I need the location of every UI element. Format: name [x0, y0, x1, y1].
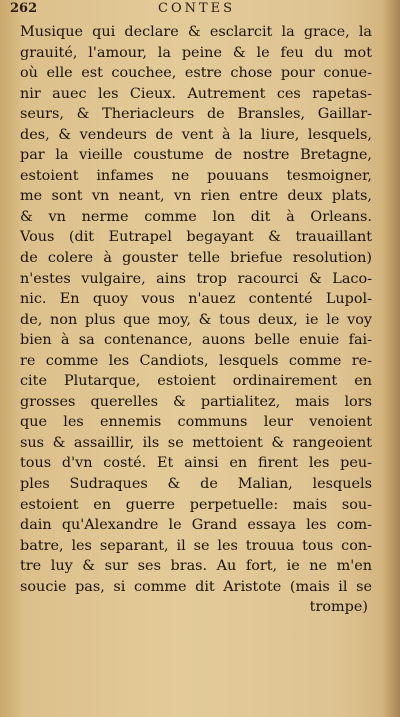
text-line: cite Plutarque, estoient ordinairement en	[20, 373, 372, 390]
text-line: des, & vendeurs de vent à la liure, lesquels,	[20, 126, 372, 143]
text-line: & vn nerme comme lon dit à Orleans.	[20, 208, 372, 225]
body-text	[20, 22, 372, 618]
text-line: dain qu'Alexandre le Grand essaya les com-	[20, 517, 372, 534]
text-line: seurs, & Theriacleurs de Bransles, Gaillar-	[20, 106, 372, 123]
text-line: grauité, l'amour, la peine & le feu du mot	[20, 44, 372, 61]
page-edge-shadow	[382, 0, 400, 717]
text-line: tous d'vn costé. Et ainsi en firent les peu-	[20, 455, 372, 472]
page-number: 262	[10, 1, 38, 16]
text-line: estoient en guerre perpetuelle: mais sou-	[20, 496, 372, 513]
text-line: sus & assaillir, ils se mettoient & rangeoient	[20, 434, 372, 451]
text-line: ples Sudraques & de Malian, lesquels	[20, 476, 372, 493]
text-line: nic. En quoy vous n'auez contenté Lupol-	[20, 291, 372, 308]
text-line: me sont vn neant, vn rien entre deux plats,	[20, 188, 372, 205]
text-line: nir auec les Cieux. Autrement ces rapetas-	[20, 85, 372, 102]
text-line: où elle est couchee, estre chose pour conue-	[20, 65, 372, 82]
text-line: soucie pas, si comme dit Aristote (mais il se	[20, 578, 372, 595]
text-line: grosses querelles & partialitez, mais lors	[20, 393, 372, 410]
text-line: estoient infames ne pouuans tesmoigner,	[20, 167, 372, 184]
text-line: batre, les separant, il se les trouua tous con-	[20, 537, 372, 554]
running-title: CONTES	[158, 1, 236, 16]
text-line: Musique qui declare & esclarcit la grace, la	[20, 24, 372, 40]
text-line: trompe)	[309, 599, 368, 616]
text-line: tre luy & sur ses bras. Au fort, ie ne m'en	[20, 558, 372, 575]
page-header	[10, 0, 380, 20]
text-line: Vous (dit Eutrapel begayant & trauaillant	[20, 229, 372, 246]
text-line: n'estes vulgaire, ains trop racourci & Laco-	[20, 270, 372, 287]
text-line: par la vieille coustume de nostre Bretagne,	[20, 147, 372, 164]
text-line: que les ennemis communs leur venoient	[20, 414, 372, 431]
text-line: re comme les Candiots, lesquels comme re-	[20, 352, 372, 369]
text-line: bien à sa contenance, auons belle enuie fai-	[20, 332, 372, 349]
text-line: de, non plus que moy, & tous deux, ie le voy	[20, 311, 372, 328]
text-line: de colere à gouster telle briefue resolution)	[20, 250, 372, 267]
